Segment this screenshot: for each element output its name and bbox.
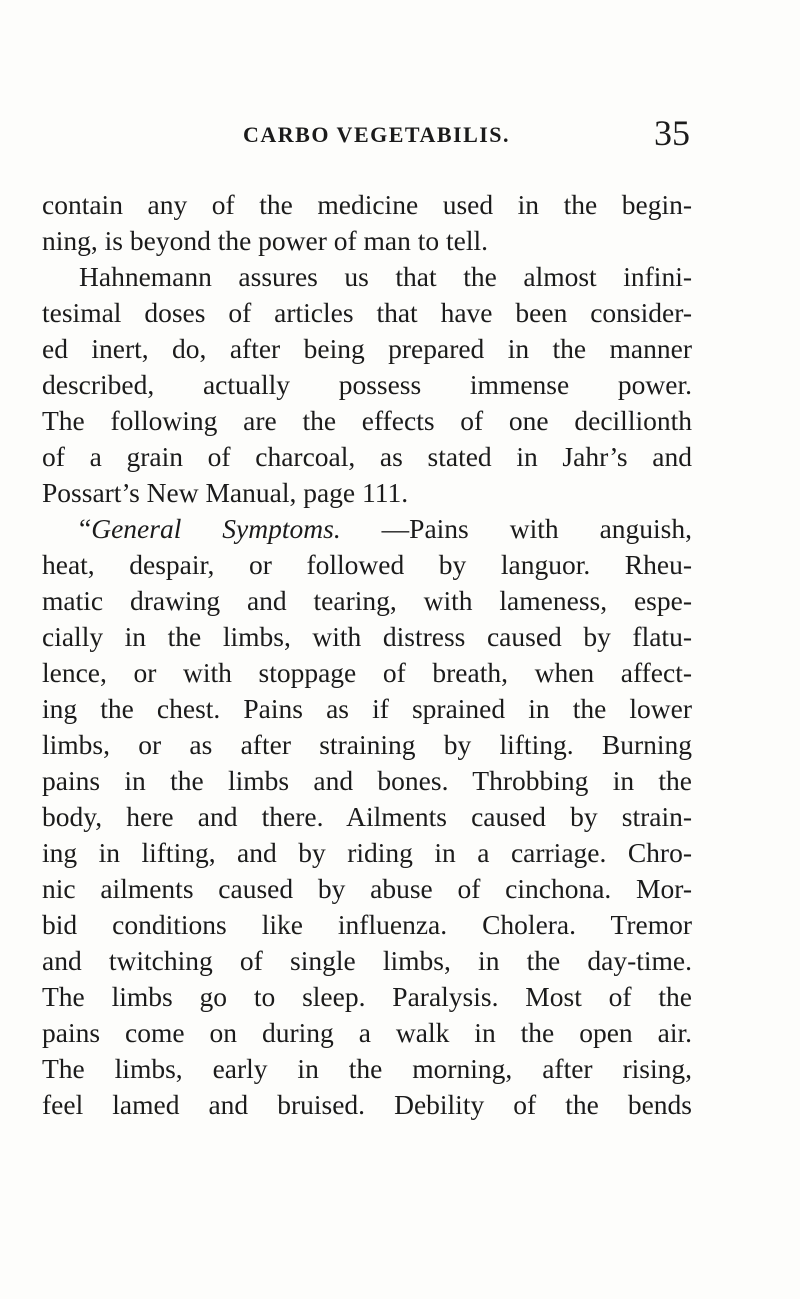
text-line: cially in the limbs, with distress caused by flatu- — [42, 621, 692, 652]
section-heading-italic: General Symptoms. — [91, 513, 341, 544]
running-head: CARBO VEGETABILIS. — [243, 122, 511, 147]
text-line: ing in lifting, and by riding in a carriage. Chro- — [42, 837, 692, 868]
text-line: matic drawing and tearing, with lameness, espe- — [42, 585, 692, 616]
text-line: limbs, or as after straining by lifting. Burning — [42, 729, 692, 760]
text-line: ing the chest. Pains as if sprained in the lower — [42, 693, 692, 724]
text-line: The following are the effects of one decillionth — [42, 405, 692, 436]
text-line: tesimal doses of articles that have been consider- — [42, 297, 692, 328]
text-line: contain any of the medicine used in the begin- — [42, 189, 692, 220]
text-line: nic ailments caused by abuse of cinchona. Mor- — [42, 873, 692, 904]
text-line: and twitching of single limbs, in the day-time. — [42, 945, 692, 976]
text-line: described, actually possess immense power. — [42, 369, 692, 400]
text-line: ning, is beyond the power of man to tell. — [42, 225, 489, 256]
page-number: 35 — [654, 113, 690, 153]
text-line: of a grain of charcoal, as stated in Jahr’s and — [42, 441, 692, 472]
text-line: Possart’s New Manual, page 111. — [42, 477, 409, 508]
text-line: body, here and there. Ailments caused by strain- — [42, 801, 692, 832]
page-header — [243, 113, 690, 158]
text-line: The limbs go to sleep. Paralysis. Most of the — [42, 981, 692, 1012]
text-line: pains come on during a walk in the open air. — [42, 1017, 692, 1048]
quote-line-rest: —Pains with anguish, — [340, 513, 693, 544]
text-line: lence, or with stoppage of breath, when affect- — [42, 657, 692, 688]
text-line: pains in the limbs and bones. Throbbing in the — [42, 765, 692, 796]
open-quote: “ — [79, 513, 92, 544]
quote-line — [42, 511, 692, 547]
text-line: heat, despair, or followed by languor. Rheu- — [42, 549, 692, 580]
text-line: feel lamed and bruised. Debility of the bends — [42, 1089, 692, 1120]
body-text — [42, 187, 692, 1123]
text-line: Hahnemann assures us that the almost infini- — [79, 261, 692, 292]
text-line: ed inert, do, after being prepared in the manner — [42, 333, 692, 364]
text-line: bid conditions like influenza. Cholera. Tremor — [42, 909, 692, 940]
text-line: The limbs, early in the morning, after rising, — [42, 1053, 692, 1084]
